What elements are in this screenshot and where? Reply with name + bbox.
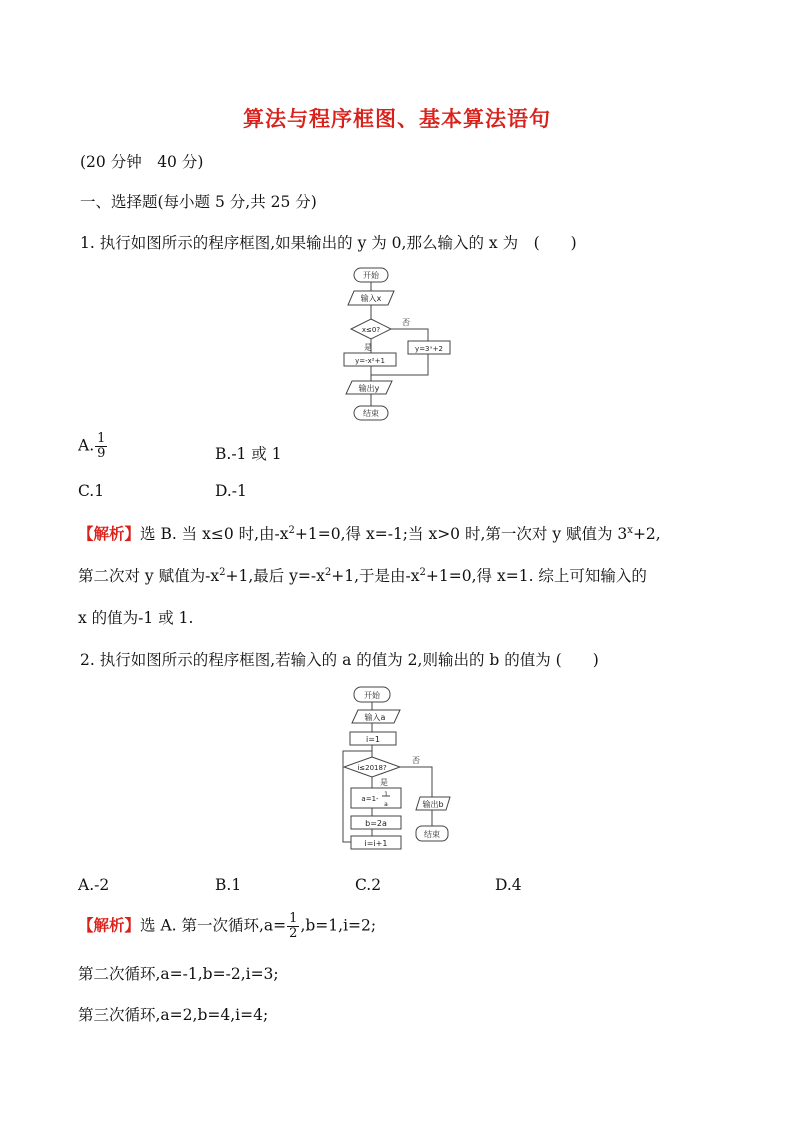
q1-analysis-line1	[78, 522, 661, 544]
q1-sup-3: 2	[219, 566, 226, 578]
q2-start-label: 开始	[364, 691, 380, 700]
q1-sup-4: 2	[324, 566, 332, 578]
q2-option-c: C.2	[355, 876, 382, 894]
q1-analysis-text1b: +1=0,得 x=-1;当 x>0 时,第一次对 y 赋值为 3	[294, 525, 628, 543]
q2-init-label: i=1	[365, 735, 381, 744]
page-title: 算法与程序框图、基本算法语句	[243, 106, 551, 131]
q1-analysis-text1a: 选 B. 当 x≤0 时,由-x	[140, 525, 289, 543]
q2-step2-label: b=2a	[365, 819, 387, 828]
q2-input-label: 输入a	[364, 713, 386, 722]
q2-analysis-text1b: ,b=1,i=2;	[300, 916, 377, 935]
q1-analysis-tag: 【解析】	[78, 524, 141, 543]
q2-step1-numerator: 1	[384, 791, 388, 798]
q1-option-a-denominator: 9	[97, 446, 106, 461]
q2-step3-label: i=i+1	[364, 839, 388, 848]
q1-analysis-text2a: 第二次对 y 赋值为-x	[78, 567, 220, 585]
q2-step1-label: a=1-	[361, 795, 379, 803]
q1-output-label: 输出y	[358, 384, 380, 393]
q2-analysis-denominator: 2	[289, 926, 298, 941]
q1-yes-label: 是	[364, 343, 372, 352]
time-score: (20 分钟 40 分)	[80, 153, 204, 171]
q1-option-a-fraction	[95, 432, 107, 461]
q2-yes-label: 是	[380, 778, 388, 787]
q1-analysis-text1c: +2,	[632, 525, 661, 543]
q1-end-label: 结束	[363, 409, 379, 418]
q1-option-a-prefix: A.	[78, 436, 95, 455]
q1-analysis-text2c: +1,于是由-x	[331, 567, 420, 585]
q1-flowchart	[330, 262, 470, 427]
q2-analysis-line1	[78, 912, 376, 941]
q2-analysis-line3: 第三次循环,a=2,b=4,i=4;	[78, 1006, 269, 1024]
q1-option-d: D.-1	[215, 482, 247, 500]
q2-flowchart	[338, 682, 468, 854]
q1-analysis-line2	[78, 564, 647, 586]
q1-option-c: C.1	[78, 482, 105, 500]
q2-option-a: A.-2	[78, 876, 110, 894]
q2-option-b: B.1	[215, 876, 242, 894]
q2-output-label: 输出b	[422, 800, 444, 809]
q1-analysis-text2b: +1,最后 y=-x	[225, 567, 325, 585]
q1-no-label: 否	[402, 318, 410, 327]
q2-analysis-numerator: 1	[289, 911, 298, 926]
q1-no-branch-label: y=3ˣ+2	[415, 345, 443, 353]
q2-analysis-fraction	[287, 912, 299, 941]
q1-sup-5: 2	[419, 566, 426, 578]
q1-start-label: 开始	[363, 271, 379, 280]
q2-analysis-tag: 【解析】	[78, 915, 141, 935]
q1-sup-2: x	[627, 524, 633, 536]
q1-option-b: B.-1 或 1	[215, 445, 282, 463]
q2-analysis-text1a: 选 A. 第一次循环,a=	[140, 916, 287, 935]
q1-stem: 1. 执行如图所示的程序框图,如果输出的 y 为 0,那么输入的 x 为 ( )	[80, 234, 577, 252]
q1-analysis-text2d: +1=0,得 x=1. 综上可知输入的	[425, 567, 647, 585]
q2-option-d: D.4	[495, 876, 522, 894]
q2-stem: 2. 执行如图所示的程序框图,若输入的 a 的值为 2,则输出的 b 的值为 ( )	[80, 651, 599, 669]
q2-analysis-line2: 第二次循环,a=-1,b=-2,i=3;	[78, 965, 279, 983]
q1-decision-label: x≤0?	[361, 326, 381, 334]
q1-option-a-numerator: 1	[97, 431, 106, 446]
q1-option-a	[78, 432, 108, 461]
q2-no-label: 否	[412, 756, 420, 765]
section-heading: 一、选择题(每小题 5 分,共 25 分)	[80, 193, 317, 211]
q1-analysis-line3: x 的值为-1 或 1.	[78, 609, 194, 627]
q1-input-label: 输入x	[360, 294, 382, 303]
q1-sup-1: 2	[288, 524, 295, 536]
q2-step1-denominator: a	[384, 801, 388, 808]
q1-yes-branch-label: y=-x²+1	[355, 357, 385, 365]
q2-end-label: 结束	[424, 830, 440, 839]
q2-decision-label: i≤2018?	[357, 764, 387, 772]
